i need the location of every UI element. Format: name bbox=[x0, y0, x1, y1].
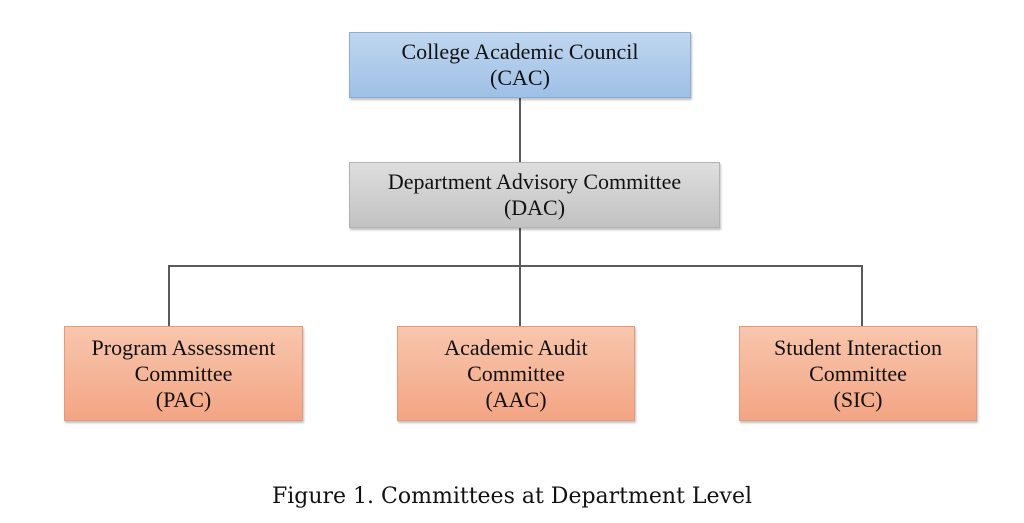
node-cac-abbr: (CAC) bbox=[490, 65, 550, 90]
node-sic-name-line2: Committee bbox=[809, 360, 907, 386]
node-cac bbox=[349, 32, 691, 98]
figure-caption: Figure 1. Committees at Department Level bbox=[271, 484, 753, 509]
connector-cac-dac bbox=[519, 98, 521, 162]
node-pac-name-line1: Program Assessment bbox=[91, 334, 276, 360]
node-dac-name: Department Advisory Committee bbox=[387, 169, 682, 194]
node-sic-abbr: (SIC) bbox=[833, 386, 883, 412]
node-pac-name-line2: Committee bbox=[134, 360, 233, 386]
node-pac-abbr: (PAC) bbox=[155, 386, 212, 412]
connector-dac-bus bbox=[519, 228, 521, 267]
connector-bus-aac bbox=[519, 265, 521, 326]
node-aac bbox=[397, 326, 635, 421]
node-cac-name: College Academic Council bbox=[401, 39, 639, 64]
connector-horizontal-bus bbox=[168, 265, 863, 267]
node-aac-abbr: (AAC) bbox=[485, 386, 547, 412]
node-dac bbox=[349, 162, 720, 228]
node-aac-name-line2: Committee bbox=[467, 360, 565, 386]
node-pac bbox=[64, 326, 303, 421]
node-aac-name-line1: Academic Audit bbox=[444, 334, 588, 360]
node-dac-abbr: (DAC) bbox=[503, 195, 566, 220]
node-sic-name-line1: Student Interaction bbox=[773, 334, 942, 360]
connector-bus-sic bbox=[861, 265, 863, 326]
connector-bus-pac bbox=[168, 265, 170, 326]
node-sic bbox=[739, 326, 977, 421]
